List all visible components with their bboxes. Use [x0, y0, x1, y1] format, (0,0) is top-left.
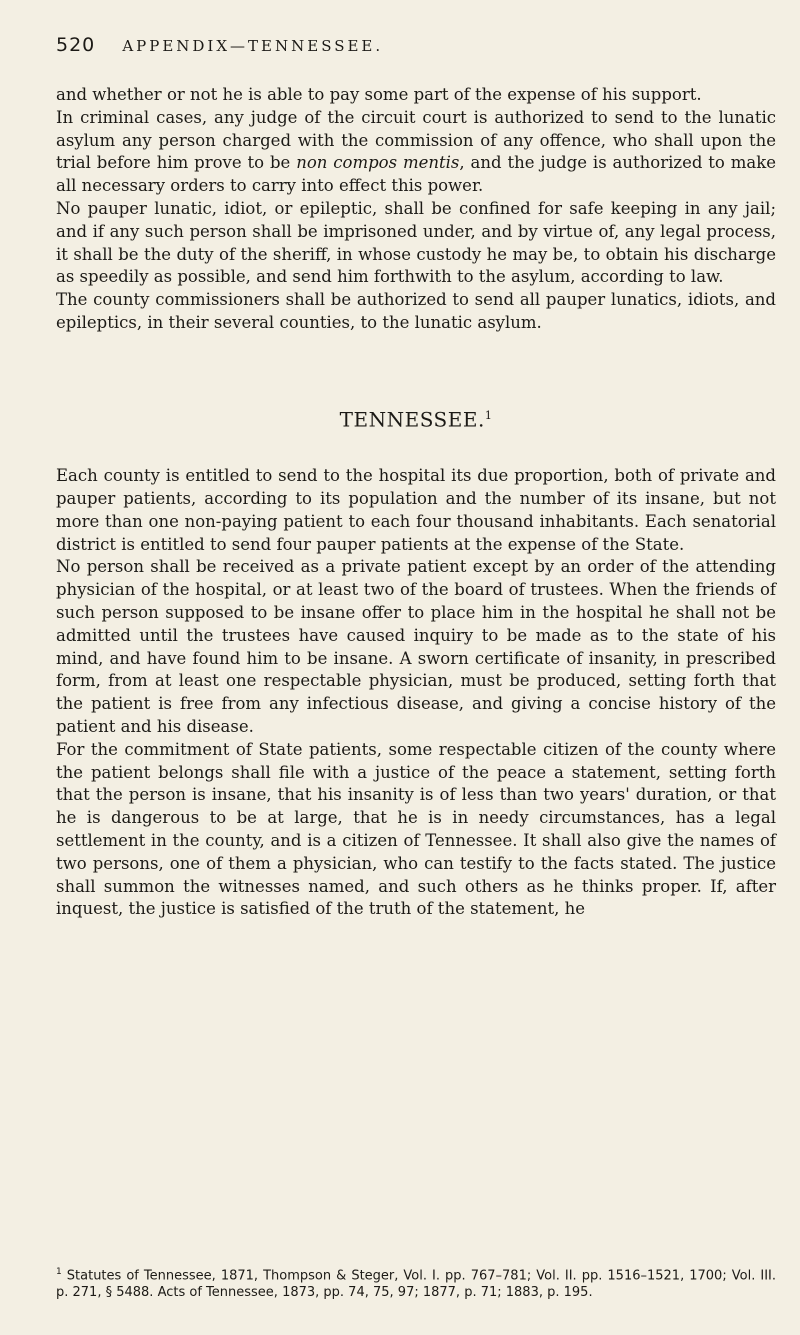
paragraph: No person shall be received as a private patient except by an order of the attending physician of the hospital, or at least two of the board of trustees. When the friends of such person supposed to be insane offer to place him in the hospital he shall not be admitted until the trustees have caused inquiry to be made as to the state of his mind, and have found him to be insane. A sworn certificate of insanity, in prescribed form, from at least one respectable physician, must be produced, setting forth that the patient is free from any infectious disease, and giving a concise history of the patient and his disease. — [56, 557, 776, 736]
paragraph-text: In criminal cases, any judge of the circuit court is authorized to send to the lunatic asylum any person charged with the commission of any offence, who shall upon the trial before him prove to be — [56, 107, 776, 173]
footnote-marker: 1 — [484, 408, 493, 422]
italic-phrase: non compos mentis — [296, 153, 460, 173]
section-heading — [56, 405, 776, 431]
section-heading-text: TENNESSEE. — [339, 407, 485, 432]
page-number: 520 — [56, 34, 96, 56]
paragraph: and whether or not he is able to pay some part of the expense of his support. — [56, 85, 702, 104]
paragraph: No pauper lunatic, idiot, or epileptic, shall be confined for safe keeping in any jail; and if any such person shall be imprisoned under, and by virtue of, any legal process, it shall be the duty of the sheriff, in whose custody he may be, to obtain his discharge as speedily as possible, and send him forthwith to the asylum, according to law. — [56, 198, 776, 287]
paragraph: For the commitment of State patients, some respectable citizen of the county where the patient belongs shall file with a justice of the peace a statement, setting forth that the person is insane, that his insanity is of less than two years' duration, or that he is dangerous to be at large, that he is in needy circumstances, has a legal settlement in the county, and is a citizen of Tennessee. It shall also give the names of two persons, one of them a physician, who can testify to the facts stated. The justice shall summon the witnesses named, and such others as he thinks proper. If, after inquest, the justice is satisfied of the truth of the statement, he — [56, 739, 776, 919]
footnote-text: Statutes of Tennessee, 1871, Thompson & Steger, Vol. I. pp. 767–781; Vol. II. pp. 1516–1521, 1700; Vol. III. p. 271, § 5488. Acts of Tennessee, 1873, pp. 74, 75, 97; 1877, p. 71; 1883, p. 195. — [56, 1268, 776, 1300]
page-header — [56, 34, 383, 56]
paragraph-text: , and the judge is authorized to make all necessary orders to carry into effect this power. — [56, 153, 776, 196]
footnote — [56, 1264, 776, 1301]
paragraph: The county commissioners shall be authorized to send all pauper lunatics, idiots, and epileptics, in their several counties, to the lunatic asylum. — [56, 290, 776, 332]
paragraph — [56, 107, 776, 198]
page-body — [56, 84, 776, 921]
running-title: APPENDIX—TENNESSEE. — [122, 37, 384, 55]
footnote-marker: 1 — [56, 1267, 62, 1277]
paragraph: Each county is entitled to send to the hospital its due proportion, both of private and pauper patients, according to its population and the number of its insane, but not more than one non-paying patient to each four thousand inhabitants. Each senatorial district is entitled to send four pauper patients at the expense of the State. — [56, 466, 776, 554]
